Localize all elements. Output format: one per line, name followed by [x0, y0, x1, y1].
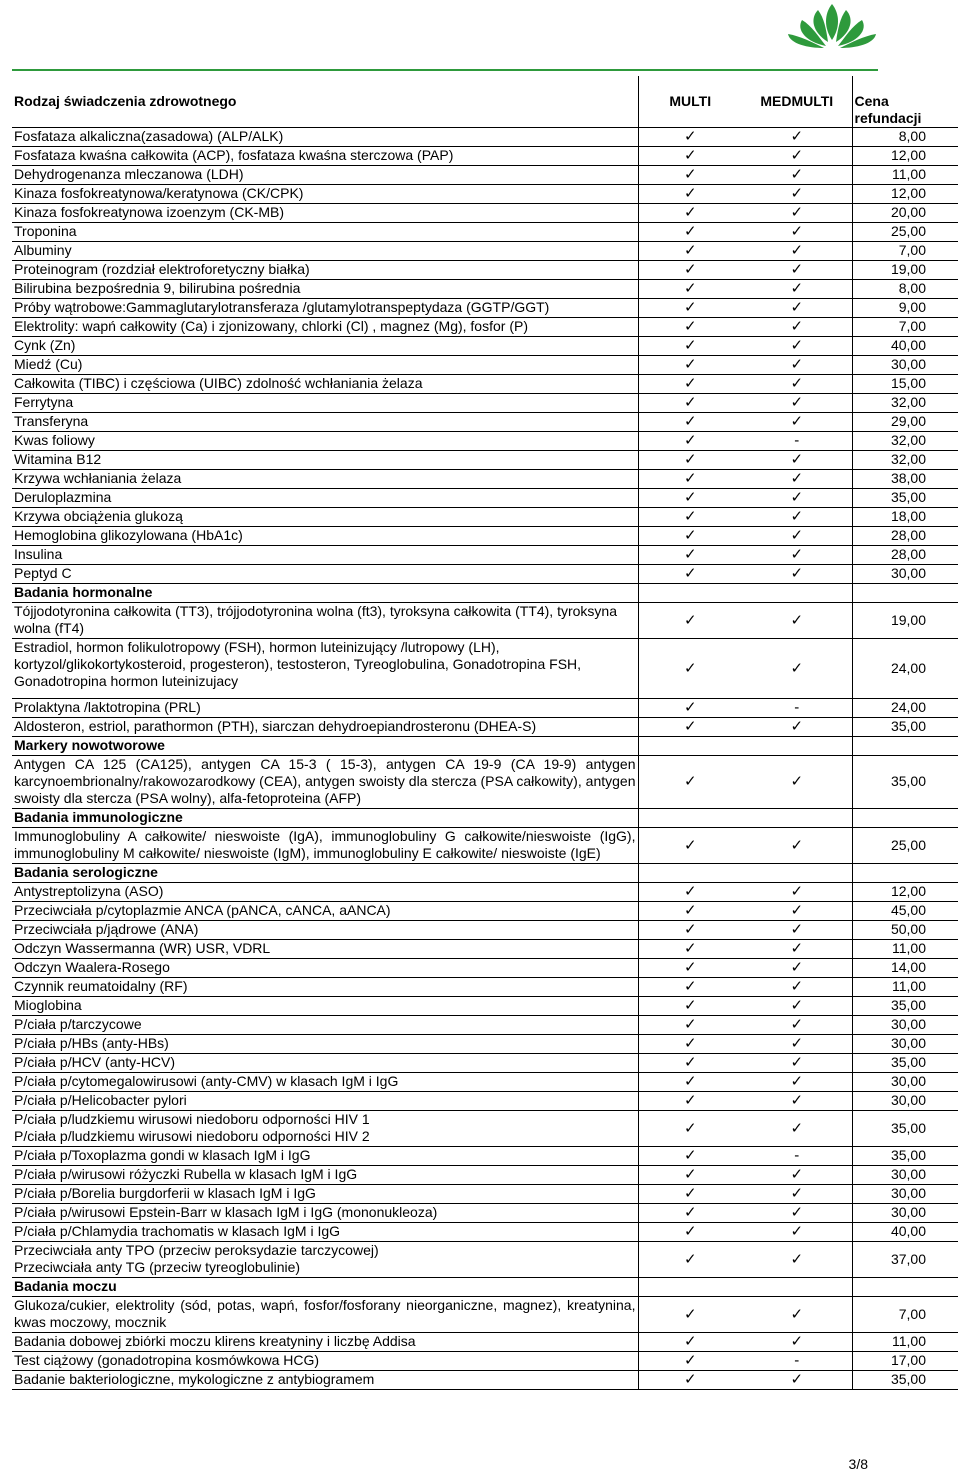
service-name: Aldosteron, estriol, parathormon (PTH), siarczan dehydroepiandrosteronu (DHEA-S): [12, 718, 638, 737]
table-row: [12, 756, 958, 809]
medmulti-check: [742, 584, 852, 603]
multi-check: [638, 1278, 742, 1297]
category-label: Markery nowotworowe: [12, 737, 638, 756]
category-row: [12, 737, 958, 756]
refund-price: 17,00: [852, 1352, 958, 1371]
medmulti-check: ✓: [742, 166, 852, 185]
refund-price: 35,00: [852, 489, 958, 508]
multi-check: ✓: [638, 1352, 742, 1371]
service-name: Antygen CA 125 (CA125), antygen CA 15-3 ( 15-3), antygen CA 19-9 (CA 19-9) antygen karcynoembrionalny/rakowozarodkowy (CEA), antygen swoisty dla stercza (PSA całkowity), antygen swoisty dla stercza (PSA wolny), alfa-fetoproteina (AFP): [12, 756, 638, 809]
service-name: Przeciwciała p/jądrowe (ANA): [12, 921, 638, 940]
service-name: P/ciała p/tarczycowe: [12, 1016, 638, 1035]
refund-price: 35,00: [852, 1111, 958, 1147]
refund-price: 7,00: [852, 242, 958, 261]
refund-price: 11,00: [852, 940, 958, 959]
service-name: Immunoglobuliny A całkowite/ nieswoiste (IgA), immunoglobuliny G całkowite/nieswoiste (IgG), immunoglobuliny M całkowite/ nieswoiste (IgM), immunoglobuliny E całkowite/ nieswoiste (IgE): [12, 828, 638, 864]
multi-check: ✓: [638, 997, 742, 1016]
refund-price: 30,00: [852, 1166, 958, 1185]
table-row: [12, 699, 958, 718]
multi-check: [638, 584, 742, 603]
medmulti-check: ✓: [742, 883, 852, 902]
refund-price: 15,00: [852, 375, 958, 394]
service-name: Czynnik reumatoidalny (RF): [12, 978, 638, 997]
medmulti-check: [742, 809, 852, 828]
multi-check: ✓: [638, 1297, 742, 1333]
medmulti-check: ✓: [742, 828, 852, 864]
table-row: [12, 902, 958, 921]
multi-check: ✓: [638, 940, 742, 959]
table-row: [12, 1073, 958, 1092]
refund-price: 9,00: [852, 299, 958, 318]
medmulti-check: ✓: [742, 356, 852, 375]
multi-check: [638, 864, 742, 883]
multi-check: ✓: [638, 356, 742, 375]
table-row: [12, 185, 958, 204]
multi-check: ✓: [638, 639, 742, 699]
header-multi: MULTI: [638, 76, 742, 128]
medmulti-check: ✓: [742, 718, 852, 737]
multi-check: ✓: [638, 902, 742, 921]
medmulti-check: ✓: [742, 1073, 852, 1092]
table-row: [12, 546, 958, 565]
service-name: Elektrolity: wapń całkowity (Ca) i zjonizowany, chlorki (Cl) , magnez (Mg), fosfor (P): [12, 318, 638, 337]
table-row: [12, 1371, 958, 1390]
medmulti-check: ✓: [742, 1035, 852, 1054]
service-name: Troponina: [12, 223, 638, 242]
table-row: [12, 1204, 958, 1223]
refund-price: 35,00: [852, 756, 958, 809]
refund-price: 30,00: [852, 1073, 958, 1092]
table-row: [12, 828, 958, 864]
refund-price: 40,00: [852, 337, 958, 356]
medmulti-check: ✓: [742, 128, 852, 147]
medmulti-check: ✓: [742, 639, 852, 699]
multi-check: ✓: [638, 432, 742, 451]
refund-price: 32,00: [852, 394, 958, 413]
service-name: Hemoglobina glikozylowana (HbA1c): [12, 527, 638, 546]
multi-check: ✓: [638, 413, 742, 432]
medmulti-check: ✓: [742, 1016, 852, 1035]
service-name: Fosfataza kwaśna całkowita (ACP), fosfataza kwaśna sterczowa (PAP): [12, 147, 638, 166]
medmulti-check: ✓: [742, 940, 852, 959]
table-row: [12, 603, 958, 639]
service-name: Peptyd C: [12, 565, 638, 584]
table-row: [12, 356, 958, 375]
medmulti-check: ✓: [742, 489, 852, 508]
multi-check: ✓: [638, 1016, 742, 1035]
table-row: [12, 128, 958, 147]
service-name: Ferrytyna: [12, 394, 638, 413]
multi-check: ✓: [638, 1111, 742, 1147]
multi-check: ✓: [638, 1073, 742, 1092]
service-name: Przeciwciała p/cytoplazmie ANCA (pANCA, cANCA, aANCA): [12, 902, 638, 921]
service-name: Kinaza fosfokreatynowa/keratynowa (CK/CPK): [12, 185, 638, 204]
medmulti-check: -: [742, 432, 852, 451]
medmulti-check: ✓: [742, 997, 852, 1016]
category-label: Badania hormonalne: [12, 584, 638, 603]
table-row: [12, 1223, 958, 1242]
multi-check: ✓: [638, 299, 742, 318]
service-name: Krzywa obciążenia glukozą: [12, 508, 638, 527]
medmulti-check: -: [742, 1147, 852, 1166]
category-row: [12, 584, 958, 603]
refund-price: 29,00: [852, 413, 958, 432]
medmulti-check: [742, 737, 852, 756]
header-service-type: Rodzaj świadczenia zdrowotnego: [12, 76, 638, 128]
refund-price: 18,00: [852, 508, 958, 527]
refund-price: 30,00: [852, 356, 958, 375]
multi-check: ✓: [638, 375, 742, 394]
table-row: [12, 1147, 958, 1166]
medmulti-check: ✓: [742, 280, 852, 299]
multi-check: ✓: [638, 185, 742, 204]
medmulti-check: ✓: [742, 546, 852, 565]
multi-check: ✓: [638, 1223, 742, 1242]
refund-price: 30,00: [852, 1092, 958, 1111]
service-name: Transferyna: [12, 413, 638, 432]
table-row: [12, 166, 958, 185]
refund-price: 30,00: [852, 1016, 958, 1035]
refund-price: [852, 809, 958, 828]
services-table: [12, 76, 958, 1390]
refund-price: 11,00: [852, 166, 958, 185]
medmulti-check: ✓: [742, 1054, 852, 1073]
table-row: [12, 280, 958, 299]
service-name: Całkowita (TIBC) i częściowa (UIBC) zdolność wchłaniania żelaza: [12, 375, 638, 394]
refund-price: 35,00: [852, 1371, 958, 1390]
service-name: Witamina B12: [12, 451, 638, 470]
header-medmulti: MEDMULTI: [742, 76, 852, 128]
table-row: [12, 432, 958, 451]
service-name: P/ciała p/HBs (anty-HBs): [12, 1035, 638, 1054]
table-row: [12, 921, 958, 940]
service-name: Próby wątrobowe:Gammaglutarylotransferaza /glutamylotranspeptydaza (GGTP/GGT): [12, 299, 638, 318]
service-name: Odczyn Waalera-Rosego: [12, 959, 638, 978]
service-name: Mioglobina: [12, 997, 638, 1016]
service-name: Kinaza fosfokreatynowa izoenzym (CK-MB): [12, 204, 638, 223]
service-name: P/ciała p/HCV (anty-HCV): [12, 1054, 638, 1073]
service-name: P/ciała p/cytomegalowirusowi (anty-CMV) w klasach IgM i IgG: [12, 1073, 638, 1092]
table-row: [12, 489, 958, 508]
page-number: 3/8: [848, 1456, 868, 1472]
table-row: [12, 997, 958, 1016]
table-row: [12, 204, 958, 223]
service-name: Prolaktyna /laktotropina (PRL): [12, 699, 638, 718]
service-name: Bilirubina bezpośrednia 9, bilirubina pośrednia: [12, 280, 638, 299]
medmulti-check: ✓: [742, 223, 852, 242]
category-row: [12, 864, 958, 883]
refund-price: 8,00: [852, 280, 958, 299]
service-name: Krzywa wchłaniania żelaza: [12, 470, 638, 489]
table-row: [12, 1054, 958, 1073]
table-row: [12, 1185, 958, 1204]
service-name: Miedź (Cu): [12, 356, 638, 375]
medmulti-check: ✓: [742, 1242, 852, 1278]
multi-check: ✓: [638, 1371, 742, 1390]
table-row: [12, 470, 958, 489]
medmulti-check: ✓: [742, 756, 852, 809]
multi-check: ✓: [638, 1242, 742, 1278]
service-name: Cynk (Zn): [12, 337, 638, 356]
table-row: [12, 451, 958, 470]
table-row: [12, 261, 958, 280]
company-logo: [784, 0, 880, 52]
refund-price: 14,00: [852, 959, 958, 978]
refund-price: 24,00: [852, 639, 958, 699]
multi-check: ✓: [638, 921, 742, 940]
refund-price: [852, 1278, 958, 1297]
medmulti-check: ✓: [742, 242, 852, 261]
category-row: [12, 809, 958, 828]
table-row: [12, 394, 958, 413]
medmulti-check: [742, 864, 852, 883]
service-name: Glukoza/cukier, elektrolity (sód, potas, wapń, fosfor/fosforany nieorganiczne, magnez), kreatynina, kwas moczowy, mocznik: [12, 1297, 638, 1333]
medmulti-check: ✓: [742, 413, 852, 432]
medmulti-check: ✓: [742, 1204, 852, 1223]
table-row: [12, 1333, 958, 1352]
category-label: Badania immunologiczne: [12, 809, 638, 828]
medmulti-check: ✓: [742, 1185, 852, 1204]
medmulti-check: ✓: [742, 299, 852, 318]
table-row: [12, 1035, 958, 1054]
refund-price: 30,00: [852, 565, 958, 584]
table-row: [12, 978, 958, 997]
multi-check: ✓: [638, 280, 742, 299]
service-name: Estradiol, hormon folikulotropowy (FSH), hormon luteinizujący /lutropowy (LH), kortyzol/glikokortykosteroid, progesteron), testosteron, Tyreoglobulina, Gonadotropina FSH, Gonadotropina hormon luteinizujacy: [12, 639, 638, 699]
multi-check: ✓: [638, 508, 742, 527]
multi-check: ✓: [638, 756, 742, 809]
category-label: Badania moczu: [12, 1278, 638, 1297]
multi-check: ✓: [638, 223, 742, 242]
refund-price: 38,00: [852, 470, 958, 489]
service-name: P/ciała p/ludzkiemu wirusowi niedoboru odporności HIV 1 P/ciała p/ludzkiemu wirusowi niedoboru odporności HIV 2: [12, 1111, 638, 1147]
refund-price: [852, 584, 958, 603]
table-row: [12, 508, 958, 527]
multi-check: ✓: [638, 470, 742, 489]
medmulti-check: ✓: [742, 565, 852, 584]
refund-price: 30,00: [852, 1185, 958, 1204]
multi-check: ✓: [638, 565, 742, 584]
medmulti-check: ✓: [742, 204, 852, 223]
table-row: [12, 223, 958, 242]
medmulti-check: ✓: [742, 1092, 852, 1111]
multi-check: ✓: [638, 959, 742, 978]
refund-price: 28,00: [852, 527, 958, 546]
medmulti-check: ✓: [742, 959, 852, 978]
multi-check: ✓: [638, 546, 742, 565]
medmulti-check: ✓: [742, 147, 852, 166]
service-name: Odczyn Wassermanna (WR) USR, VDRL: [12, 940, 638, 959]
multi-check: ✓: [638, 128, 742, 147]
multi-check: ✓: [638, 883, 742, 902]
category-label: Badania serologiczne: [12, 864, 638, 883]
table-header-row: [12, 76, 958, 128]
table-row: [12, 242, 958, 261]
refund-price: 25,00: [852, 223, 958, 242]
multi-check: ✓: [638, 699, 742, 718]
table-row: [12, 318, 958, 337]
service-name: Tójjodotyronina całkowita (TT3), trójjodotyronina wolna (ft3), tyroksyna całkowita (TT4), tyroksyna wolna (fT4): [12, 603, 638, 639]
refund-price: [852, 864, 958, 883]
service-name: Antystreptolizyna (ASO): [12, 883, 638, 902]
medmulti-check: ✓: [742, 1333, 852, 1352]
multi-check: ✓: [638, 242, 742, 261]
medmulti-check: ✓: [742, 470, 852, 489]
table-row: [12, 1297, 958, 1333]
medmulti-check: ✓: [742, 1111, 852, 1147]
table-row: [12, 1092, 958, 1111]
multi-check: ✓: [638, 1204, 742, 1223]
refund-price: 20,00: [852, 204, 958, 223]
service-name: Proteinogram (rozdział elektroforetyczny białka): [12, 261, 638, 280]
medmulti-check: ✓: [742, 451, 852, 470]
refund-price: 11,00: [852, 1333, 958, 1352]
multi-check: ✓: [638, 318, 742, 337]
medmulti-check: ✓: [742, 337, 852, 356]
multi-check: ✓: [638, 451, 742, 470]
multi-check: ✓: [638, 1147, 742, 1166]
refund-price: 12,00: [852, 147, 958, 166]
multi-check: ✓: [638, 1054, 742, 1073]
service-name: Kwas foliowy: [12, 432, 638, 451]
medmulti-check: ✓: [742, 603, 852, 639]
service-name: Badania dobowej zbiórki moczu klirens kreatyniny i liczbę Addisa: [12, 1333, 638, 1352]
category-row: [12, 1278, 958, 1297]
refund-price: 50,00: [852, 921, 958, 940]
table-row: [12, 565, 958, 584]
refund-price: 45,00: [852, 902, 958, 921]
refund-price: 28,00: [852, 546, 958, 565]
table-row: [12, 413, 958, 432]
table-row: [12, 337, 958, 356]
multi-check: ✓: [638, 718, 742, 737]
multi-check: ✓: [638, 1333, 742, 1352]
multi-check: ✓: [638, 1185, 742, 1204]
refund-price: 37,00: [852, 1242, 958, 1278]
refund-price: 32,00: [852, 432, 958, 451]
service-name: P/ciała p/Chlamydia trachomatis w klasach IgM i IgG: [12, 1223, 638, 1242]
service-name: Dehydrogenanza mleczanowa (LDH): [12, 166, 638, 185]
table-row: [12, 959, 958, 978]
table-row: [12, 1242, 958, 1278]
multi-check: ✓: [638, 489, 742, 508]
medmulti-check: ✓: [742, 375, 852, 394]
refund-price: 24,00: [852, 699, 958, 718]
service-name: Badanie bakteriologiczne, mykologiczne z antybiogramem: [12, 1371, 638, 1390]
refund-price: 30,00: [852, 1204, 958, 1223]
refund-price: 35,00: [852, 718, 958, 737]
multi-check: ✓: [638, 828, 742, 864]
medmulti-check: ✓: [742, 902, 852, 921]
refund-price: 19,00: [852, 603, 958, 639]
medmulti-check: ✓: [742, 1371, 852, 1390]
refund-price: 8,00: [852, 128, 958, 147]
medmulti-check: -: [742, 699, 852, 718]
service-name: P/ciała p/Borelia burgdorferii w klasach IgM i IgG: [12, 1185, 638, 1204]
table-row: [12, 299, 958, 318]
medmulti-check: [742, 1278, 852, 1297]
table-row: [12, 1016, 958, 1035]
table-row: [12, 147, 958, 166]
table-row: [12, 1166, 958, 1185]
table-row: [12, 639, 958, 699]
multi-check: ✓: [638, 1035, 742, 1054]
refund-price: 25,00: [852, 828, 958, 864]
multi-check: [638, 809, 742, 828]
multi-check: ✓: [638, 337, 742, 356]
table-row: [12, 940, 958, 959]
multi-check: ✓: [638, 261, 742, 280]
table-row: [12, 1352, 958, 1371]
refund-price: 30,00: [852, 1035, 958, 1054]
table-row: [12, 883, 958, 902]
medmulti-check: ✓: [742, 1223, 852, 1242]
multi-check: [638, 737, 742, 756]
service-name: Insulina: [12, 546, 638, 565]
refund-price: 35,00: [852, 997, 958, 1016]
service-name: P/ciała p/wirusowi różyczki Rubella w klasach IgM i IgG: [12, 1166, 638, 1185]
multi-check: ✓: [638, 978, 742, 997]
multi-check: ✓: [638, 147, 742, 166]
medmulti-check: ✓: [742, 261, 852, 280]
table-row: [12, 375, 958, 394]
refund-price: 7,00: [852, 1297, 958, 1333]
refund-price: 11,00: [852, 978, 958, 997]
medmulti-check: ✓: [742, 978, 852, 997]
medmulti-check: ✓: [742, 1297, 852, 1333]
service-name: P/ciała p/Helicobacter pylori: [12, 1092, 638, 1111]
service-name: Test ciążowy (gonadotropina kosmówkowa HCG): [12, 1352, 638, 1371]
multi-check: ✓: [638, 527, 742, 546]
medmulti-check: ✓: [742, 921, 852, 940]
refund-price: 12,00: [852, 883, 958, 902]
refund-price: [852, 737, 958, 756]
medmulti-check: ✓: [742, 527, 852, 546]
multi-check: ✓: [638, 1092, 742, 1111]
multi-check: ✓: [638, 603, 742, 639]
service-name: Fosfataza alkaliczna(zasadowa) (ALP/ALK): [12, 128, 638, 147]
medmulti-check: ✓: [742, 394, 852, 413]
service-name: P/ciała p/wirusowi Epstein-Barr w klasach IgM i IgG (mononukleoza): [12, 1204, 638, 1223]
refund-price: 7,00: [852, 318, 958, 337]
medmulti-check: ✓: [742, 185, 852, 204]
header-divider: [12, 69, 878, 71]
service-name: Albuminy: [12, 242, 638, 261]
header-price: Cena refundacji: [852, 76, 958, 128]
refund-price: 19,00: [852, 261, 958, 280]
service-name: Deruloplazmina: [12, 489, 638, 508]
refund-price: 35,00: [852, 1054, 958, 1073]
table-row: [12, 718, 958, 737]
multi-check: ✓: [638, 204, 742, 223]
medmulti-check: ✓: [742, 1166, 852, 1185]
medmulti-check: ✓: [742, 318, 852, 337]
medmulti-check: -: [742, 1352, 852, 1371]
service-name: Przeciwciała anty TPO (przeciw peroksydazie tarczycowej) Przeciwciała anty TG (przeciw tyreoglobulinie): [12, 1242, 638, 1278]
medmulti-check: ✓: [742, 508, 852, 527]
multi-check: ✓: [638, 166, 742, 185]
refund-price: 32,00: [852, 451, 958, 470]
refund-price: 35,00: [852, 1147, 958, 1166]
service-name: P/ciała p/Toxoplazma gondi w klasach IgM i IgG: [12, 1147, 638, 1166]
multi-check: ✓: [638, 394, 742, 413]
refund-price: 40,00: [852, 1223, 958, 1242]
table-row: [12, 1111, 958, 1147]
multi-check: ✓: [638, 1166, 742, 1185]
refund-price: 12,00: [852, 185, 958, 204]
table-row: [12, 527, 958, 546]
